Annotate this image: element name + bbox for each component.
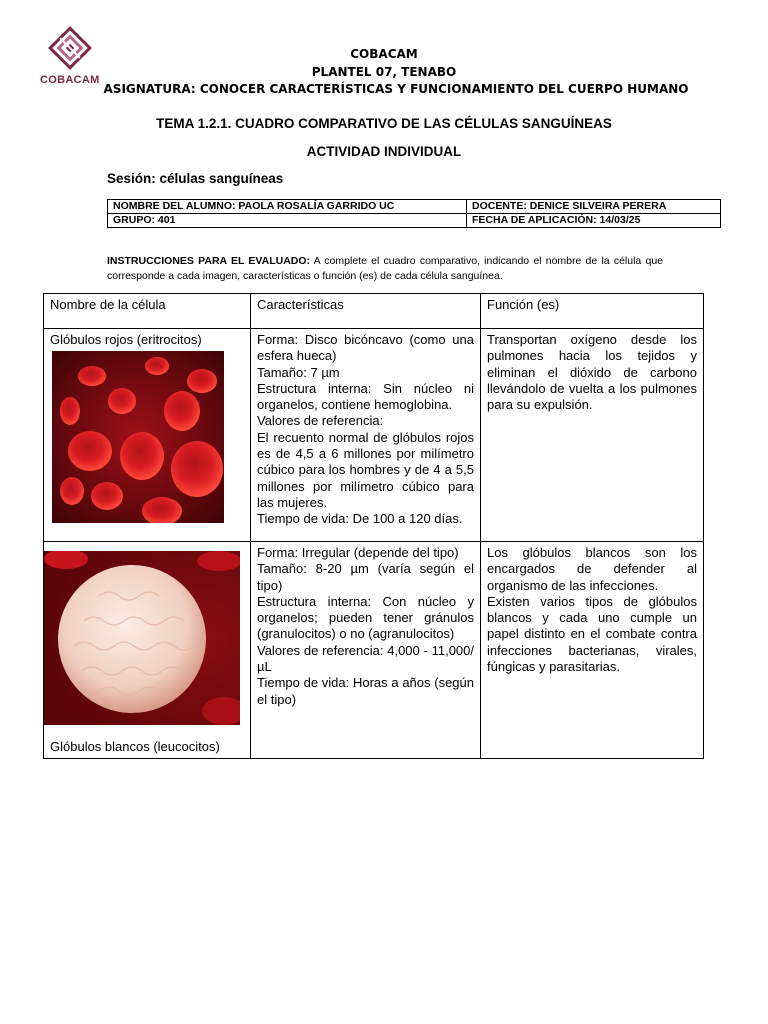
rbc-name-cell [44, 329, 251, 542]
tema-title: TEMA 1.2.1. CUADRO COMPARATIVO DE LAS CÉLULAS SANGUÍNEAS [156, 116, 612, 131]
wbc-valores: Valores de referencia: 4,000 - 11,000/µL [257, 642, 474, 675]
red-blood-cells-image [52, 351, 224, 523]
rbc-forma: Forma: Disco bicóncavo (como una esfera hueca) [257, 332, 474, 364]
rbc-estructura: Estructura interna: Sin núcleo ni organelos, contiene hemoglobina. [257, 380, 474, 413]
wbc-estructura: Estructura interna: Con núcleo y organelos; pueden tener gránulos (granulocitos) o no (agranulocitos) [257, 593, 474, 642]
instructions [107, 254, 663, 284]
header-line-1: COBACAM [350, 47, 418, 61]
grupo-cell: GRUPO: 401 [108, 214, 467, 228]
wbc-funcion-1: Los glóbulos blancos son los encargados de defender al organismo de las infecciones. [487, 545, 697, 593]
header-line-2: PLANTEL 07, TENABO [311, 65, 457, 79]
header-line-3: ASIGNATURA: CONOCER CARACTERÍSTICAS Y FUNCIONAMIENTO DEL CUERPO HUMANO [103, 82, 689, 96]
student-info-table [107, 199, 721, 228]
rbc-name: Glóbulos rojos (eritrocitos) [50, 332, 202, 347]
table-row [44, 329, 704, 542]
header-caracteristicas: Características [251, 294, 481, 329]
wbc-tamano: Tamaño: 8-20 µm (varía según el tipo) [257, 561, 474, 593]
actividad-title: ACTIVIDAD INDIVIDUAL [306, 144, 462, 159]
rbc-tamano: Tamaño: 7 µm [257, 364, 340, 380]
wbc-name-cell [44, 542, 251, 759]
rbc-valores: El recuento normal de glóbulos rojos es de 4,5 a 6 millones por milímetro cúbico para los hombres y de 4 a 5,5 millones por milímetro cúbico para las mujeres. [257, 429, 474, 510]
instructions-label: INSTRUCCIONES PARA EL EVALUADO: [107, 255, 311, 267]
instructions-text: A complete el cuadro comparativo, indicando el nombre de la célula que corresponde a cada imagen, características o función (es) de cada célula sanguínea. [107, 255, 664, 282]
docente-cell: DOCENTE: DENICE SILVEIRA PERERA [467, 200, 721, 214]
comparison-table [43, 293, 704, 759]
rbc-caracteristicas-cell [251, 329, 481, 542]
wbc-caracteristicas-cell [251, 542, 481, 759]
sesion-label: Sesión: células sanguíneas [107, 171, 284, 186]
header-funcion: Función (es) [481, 294, 704, 329]
header-nombre: Nombre de la célula [44, 294, 251, 329]
rbc-funcion-cell [481, 329, 704, 542]
wbc-name: Glóbulos blancos (leucocitos) [50, 739, 220, 754]
logo-text: COBACAM [40, 74, 100, 86]
wbc-forma: Forma: Irregular (depende del tipo) [257, 545, 459, 560]
table-row [44, 542, 704, 759]
wbc-funcion-cell [481, 542, 704, 759]
wbc-funcion-2: Existen varios tipos de glóbulos blancos y cada uno cumple un papel distinto en el combate contra infecciones bacterianas, virales, fúngicas y parasitarias. [487, 593, 697, 675]
rbc-valores-label: Valores de referencia: [257, 413, 384, 429]
white-blood-cell-image [44, 551, 240, 725]
rbc-tiempo: Tiempo de vida: De 100 a 120 días. [257, 511, 463, 527]
alumno-cell: NOMBRE DEL ALUMNO: PAOLA ROSALÍA GARRIDO UC [108, 200, 467, 214]
fecha-cell: FECHA DE APLICACIÓN: 14/03/25 [467, 214, 721, 228]
wbc-tiempo: Tiempo de vida: Horas a años (según el tipo) [257, 675, 474, 707]
table-header-row [44, 294, 704, 329]
rbc-funcion: Transportan oxígeno desde los pulmones hacia los tejidos y eliminan el dióxido de carbono llevándolo de vuelta a los pulmones para su expulsión. [487, 332, 697, 413]
